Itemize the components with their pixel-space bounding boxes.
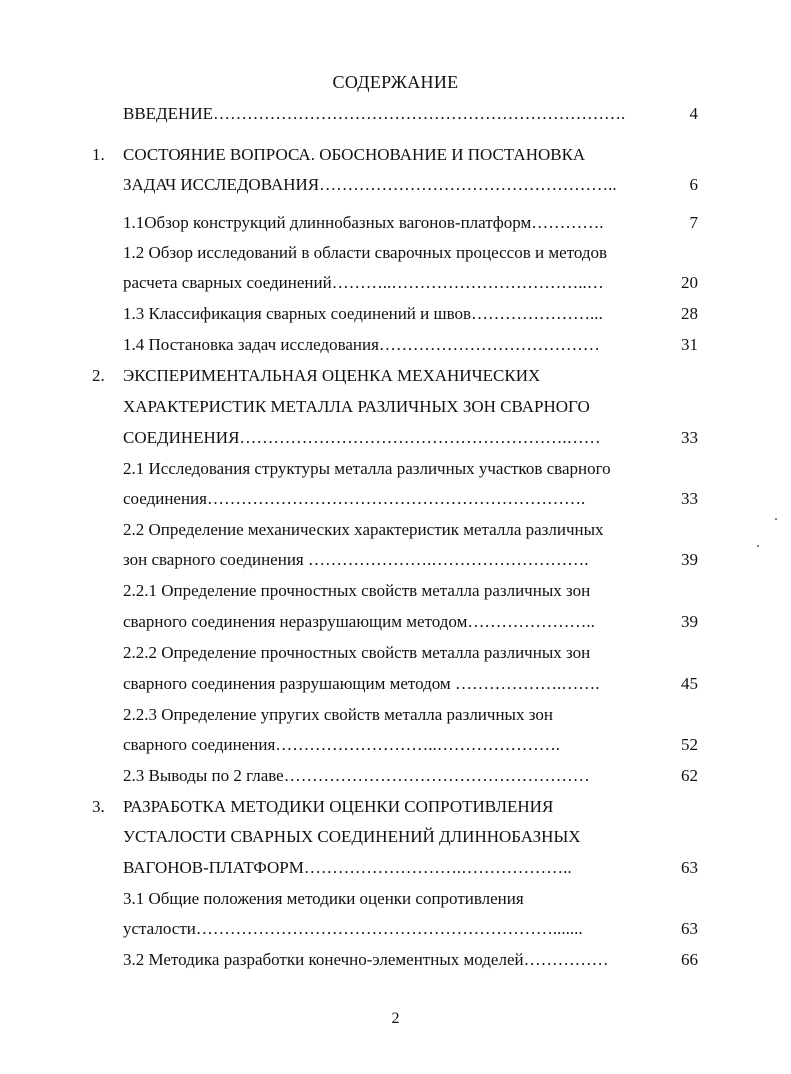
toc-entry-page: 33 — [681, 428, 698, 447]
page-number: 2 — [391, 1010, 400, 1027]
toc-entry-page: 39 — [681, 550, 698, 569]
toc-chapter-number: 1. — [92, 145, 105, 164]
scan-speck — [757, 545, 759, 547]
toc-entry-page: 4 — [689, 104, 698, 123]
toc-entry-page: 52 — [681, 735, 698, 754]
toc-entry-text: ВВЕДЕНИЕ………………………………………………………………. — [123, 104, 626, 123]
toc-entry-text: соединения…………………………………………………………. — [123, 489, 586, 508]
toc-entry-text: 2.2 Определение механических характеристик металла различных — [123, 520, 604, 539]
toc-chapter-number: 2. — [92, 366, 105, 385]
toc-entry-text: 1.3 Классификация сварных соединений и швов…………………... — [123, 304, 603, 323]
toc-entry-page: 28 — [681, 304, 698, 323]
toc-entry-text: ЗАДАЧ ИССЛЕДОВАНИЯ…………………………………………….. — [123, 175, 617, 194]
toc-entry-text: ХАРАКТЕРИСТИК МЕТАЛЛА РАЗЛИЧНЫХ ЗОН СВАРНОГО — [123, 397, 590, 416]
toc-entry-text: СОСТОЯНИЕ ВОПРОСА. ОБОСНОВАНИЕ И ПОСТАНОВКА — [123, 145, 586, 164]
toc-entry-text: 2.1 Исследования структуры металла различных участков сварного — [123, 459, 611, 478]
toc-entry-text: 3.1 Общие положения методики оценки сопротивления — [123, 889, 524, 908]
toc-entry-text: РАЗРАБОТКА МЕТОДИКИ ОЦЕНКИ СОПРОТИВЛЕНИЯ — [123, 797, 554, 816]
toc-entry-text: 2.2.1 Определение прочностных свойств металла различных зон — [123, 581, 591, 600]
toc-entry-text: ВАГОНОВ-ПЛАТФОРМ……………………….……………….. — [123, 858, 572, 877]
toc-entry-text: сварного соединения………………………..…………………. — [123, 735, 561, 754]
toc-entry-page: 45 — [681, 674, 698, 693]
toc-entry-text: зон сварного соединения ………………….………………………. — [123, 550, 589, 569]
toc-entry-page: 66 — [681, 950, 698, 969]
toc-entry-text: 1.1Обзор конструкций длиннобазных вагонов-платформ…………. — [123, 213, 604, 232]
toc-entry-text: 3.2 Методика разработки конечно-элементных моделей…………… — [123, 950, 609, 969]
toc-entry-page: 63 — [681, 919, 698, 938]
page-title: СОДЕРЖАНИЕ — [332, 72, 459, 92]
toc-entry-text: СОЕДИНЕНИЯ………………………………………………….…… — [123, 428, 601, 447]
toc-entry-text: 2.3 Выводы по 2 главе……………………………………………… — [123, 766, 590, 785]
toc-entry-page: 31 — [681, 335, 698, 354]
toc-entry-page: 39 — [681, 612, 698, 631]
toc-entry-text: 1.2 Обзор исследований в области сварочных процессов и методов — [123, 243, 608, 262]
toc-entry-text: 1.4 Постановка задач исследования………………………………… — [123, 335, 600, 354]
toc-entry-page: 7 — [689, 213, 698, 232]
toc-entry-text: сварного соединения разрушающим методом ……………….……. — [123, 674, 600, 693]
toc-entry-text: УСТАЛОСТИ СВАРНЫХ СОЕДИНЕНИЙ ДЛИННОБАЗНЫХ — [123, 827, 581, 846]
toc-entry-text: усталости………………………………………………………....... — [123, 919, 583, 938]
toc-entry-page: 20 — [681, 273, 698, 292]
scan-speck — [775, 518, 777, 520]
toc-entry-text: сварного соединения неразрушающим методом………………….. — [123, 612, 595, 631]
toc-entry-text: ЭКСПЕРИМЕНТАЛЬНАЯ ОЦЕНКА МЕХАНИЧЕСКИХ — [123, 366, 541, 385]
toc-chapter-number: 3. — [92, 797, 105, 816]
toc-entry-page: 33 — [681, 489, 698, 508]
toc-entry-page: 62 — [681, 766, 698, 785]
toc-entry-text: расчета сварных соединений………..……………………………..… — [123, 273, 604, 292]
toc-entry-page: 6 — [689, 175, 698, 194]
toc-entry-text: 2.2.2 Определение прочностных свойств металла различных зон — [123, 643, 591, 662]
toc-entry-page: 63 — [681, 858, 698, 877]
toc-entry-text: 2.2.3 Определение упругих свойств металла различных зон — [123, 705, 553, 724]
